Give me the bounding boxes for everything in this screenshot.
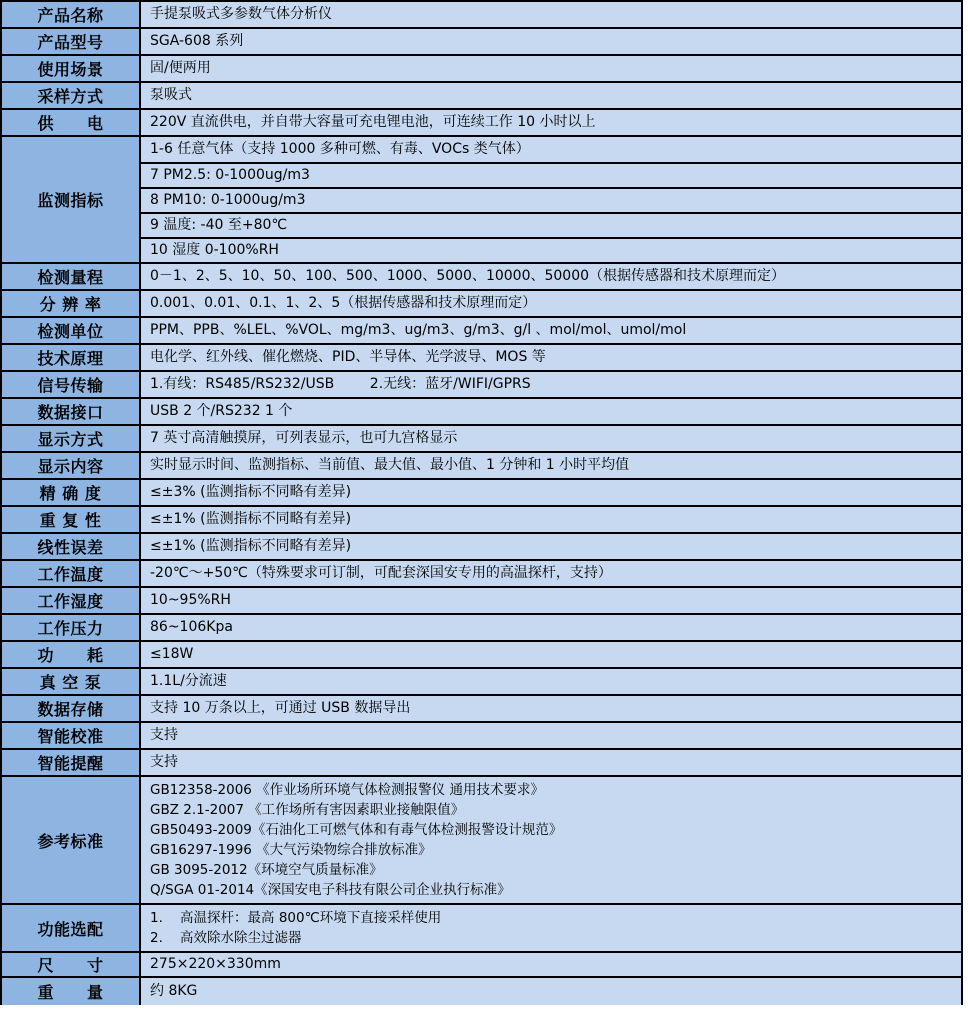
table-row (2, 27, 961, 54)
table-row (2, 370, 961, 397)
row-label-monitoring-indicators: 监测指标 (2, 137, 141, 262)
row-label-weight: 重 量 (2, 978, 141, 1005)
row-value-sampling-method: 泵吸式 (150, 87, 192, 103)
row-label-data-storage: 数据存储 (2, 696, 141, 721)
row-value-display-content: 实时显示时间、监测指标、当前值、最大值、最小值、1 分钟和 1 小时平均值 (150, 457, 630, 473)
row-value-product-name: 手提泵吸式多参数气体分析仪 (150, 6, 332, 22)
row-values-working-humidity (141, 588, 961, 613)
row-value-reference-standards: GBZ 2.1-2007 《工作场所有害因素职业接触限值》 (150, 802, 465, 818)
row-values-detection-range (141, 264, 961, 289)
row-value-reference-standards: GB50493-2009《石油化工可燃气体和有毒气体检测报警设计规范》 (150, 822, 563, 838)
row-values-product-name (141, 2, 961, 27)
row-values-working-temperature (141, 561, 961, 586)
row-value-detection-range: 0－1、2、5、10、50、100、500、1000、5000、10000、50000（根据传感器和技术原理而定） (150, 268, 786, 284)
row-values-optional-features (141, 905, 961, 951)
row-values-usage-scenario (141, 56, 961, 81)
row-label-display-mode: 显示方式 (2, 426, 141, 451)
row-values-vacuum-pump (141, 669, 961, 694)
row-values-resolution (141, 291, 961, 316)
row-value-power-supply: 220V 直流供电，并自带大容量可充电锂电池，可连续工作 10 小时以上 (150, 114, 596, 130)
row-label-optional-features: 功能选配 (2, 905, 141, 951)
table-row (2, 640, 961, 667)
row-label-detection-unit: 检测单位 (2, 318, 141, 343)
table-row (2, 694, 961, 721)
row-values-display-content (141, 453, 961, 478)
row-value-smart-reminder: 支持 (150, 754, 178, 770)
row-value-dimensions: 275×220×330mm (150, 956, 281, 972)
row-value-monitoring-indicators: 8 PM10: 0-1000ug/m3 (141, 187, 961, 212)
row-label-power-supply: 供 电 (2, 110, 141, 135)
row-values-signal-transmission (141, 372, 961, 397)
row-value-weight: 约 8KG (150, 983, 198, 999)
row-label-sampling-method: 采样方式 (2, 83, 141, 108)
table-row (2, 976, 961, 1005)
row-values-technical-principle (141, 345, 961, 370)
row-label-dimensions: 尺 寸 (2, 953, 141, 976)
table-row (2, 108, 961, 135)
table-row (2, 505, 961, 532)
row-value-reference-standards: Q/SGA 01-2014《深国安电子科技有限公司企业执行标准》 (150, 882, 511, 898)
row-label-working-temperature: 工作温度 (2, 561, 141, 586)
row-values-power-supply (141, 110, 961, 135)
row-values-smart-reminder (141, 750, 961, 775)
row-value-linearity-error: ≤±1% (监测指标不同略有差异) (150, 538, 352, 554)
row-value-reference-standards: GB 3095-2012《环境空气质量标准》 (150, 862, 383, 878)
row-label-usage-scenario: 使用场景 (2, 56, 141, 81)
row-value-data-storage: 支持 10 万条以上，可通过 USB 数据导出 (150, 700, 411, 716)
row-value-reference-standards: GB12358-2006 《作业场所环境气体检测报警仪 通用技术要求》 (150, 782, 544, 798)
row-label-linearity-error: 线性误差 (2, 534, 141, 559)
table-row (2, 135, 961, 262)
row-values-product-model (141, 29, 961, 54)
row-value-smart-calibration: 支持 (150, 727, 178, 743)
row-value-repeatability: ≤±1% (监测指标不同略有差异) (150, 511, 352, 527)
row-label-data-interface: 数据接口 (2, 399, 141, 424)
row-values-data-interface (141, 399, 961, 424)
row-value-working-temperature: -20℃～+50℃（特殊要求可订制，可配套深国安专用的高温探杆，支持） (150, 565, 612, 581)
row-values-data-storage (141, 696, 961, 721)
row-values-repeatability (141, 507, 961, 532)
table-row (2, 748, 961, 775)
row-value-detection-unit: PPM、PPB、%LEL、%VOL、mg/m3、ug/m3、g/m3、g/l 、mol/mol、umol/mol (150, 322, 687, 338)
row-values-power-consumption (141, 642, 961, 667)
row-label-detection-range: 检测量程 (2, 264, 141, 289)
table-row (2, 81, 961, 108)
row-label-product-name: 产品名称 (2, 2, 141, 27)
table-row (2, 54, 961, 81)
row-values-reference-standards (141, 777, 961, 903)
row-values-monitoring-indicators (141, 137, 961, 262)
table-row (2, 586, 961, 613)
table-row (2, 478, 961, 505)
row-value-reference-standards: GB16297-1996 《大气污染物综合排放标准》 (150, 842, 432, 858)
row-label-technical-principle: 技术原理 (2, 345, 141, 370)
row-values-detection-unit (141, 318, 961, 343)
table-row (2, 775, 961, 903)
table-row (2, 451, 961, 478)
row-label-display-content: 显示内容 (2, 453, 141, 478)
row-value-working-humidity: 10~95%RH (150, 592, 231, 608)
row-value-vacuum-pump: 1.1L/分流速 (150, 673, 227, 689)
row-value-optional-features: 1. 高温探杆：最高 800℃环境下直接采样使用 (150, 910, 442, 926)
row-value-display-mode: 7 英寸高清触摸屏，可列表显示，也可九宫格显示 (150, 430, 458, 446)
row-label-accuracy: 精 确 度 (2, 480, 141, 505)
table-row (2, 289, 961, 316)
row-value-monitoring-indicators: 1-6 任意气体（支持 1000 多种可燃、有毒、VOCs 类气体） (150, 141, 530, 157)
row-values-smart-calibration (141, 723, 961, 748)
row-label-signal-transmission: 信号传输 (2, 372, 141, 397)
table-row (2, 2, 961, 27)
table-row (2, 397, 961, 424)
table-row (2, 903, 961, 951)
row-label-product-model: 产品型号 (2, 29, 141, 54)
row-value-technical-principle: 电化学、红外线、催化燃烧、PID、半导体、光学波导、MOS 等 (150, 349, 546, 365)
row-value-power-consumption: ≤18W (150, 646, 194, 662)
row-value-optional-features: 2. 高效除水除尘过滤器 (150, 930, 302, 946)
row-value-product-model: SGA-608 系列 (150, 33, 244, 49)
table-row (2, 343, 961, 370)
row-values-sampling-method (141, 83, 961, 108)
table-row (2, 613, 961, 640)
row-value-resolution: 0.001、0.01、0.1、1、2、5（根据传感器和技术原理而定） (150, 295, 537, 311)
row-label-power-consumption: 功 耗 (2, 642, 141, 667)
table-row (2, 532, 961, 559)
table-row (2, 316, 961, 343)
row-value-monitoring-indicators: 7 PM2.5: 0-1000ug/m3 (141, 162, 961, 187)
row-value-monitoring-indicators: 10 湿度 0-100%RH (141, 237, 961, 262)
row-values-working-pressure (141, 615, 961, 640)
row-value-signal-transmission: 1.有线：RS485/RS232/USB 2.无线：蓝牙/WIFI/GPRS (150, 376, 531, 392)
table-row (2, 721, 961, 748)
row-label-working-humidity: 工作湿度 (2, 588, 141, 613)
table-row (2, 667, 961, 694)
table-row (2, 951, 961, 976)
table-row (2, 424, 961, 451)
row-value-working-pressure: 86~106Kpa (150, 619, 233, 635)
row-label-smart-calibration: 智能校准 (2, 723, 141, 748)
row-label-reference-standards: 参考标准 (2, 777, 141, 903)
table-row (2, 262, 961, 289)
row-values-linearity-error (141, 534, 961, 559)
row-values-weight (141, 978, 961, 1005)
row-value-data-interface: USB 2 个/RS232 1 个 (150, 403, 293, 419)
row-values-dimensions (141, 953, 961, 976)
row-label-vacuum-pump: 真 空 泵 (2, 669, 141, 694)
row-values-display-mode (141, 426, 961, 451)
row-label-resolution: 分 辨 率 (2, 291, 141, 316)
row-value-monitoring-indicators: 9 温度: -40 至+80℃ (141, 212, 961, 237)
table-row (2, 559, 961, 586)
row-value-usage-scenario: 固/便两用 (150, 60, 211, 76)
row-values-accuracy (141, 480, 961, 505)
row-label-repeatability: 重 复 性 (2, 507, 141, 532)
row-label-smart-reminder: 智能提醒 (2, 750, 141, 775)
row-label-working-pressure: 工作压力 (2, 615, 141, 640)
row-value-accuracy: ≤±3% (监测指标不同略有差异) (150, 484, 352, 500)
